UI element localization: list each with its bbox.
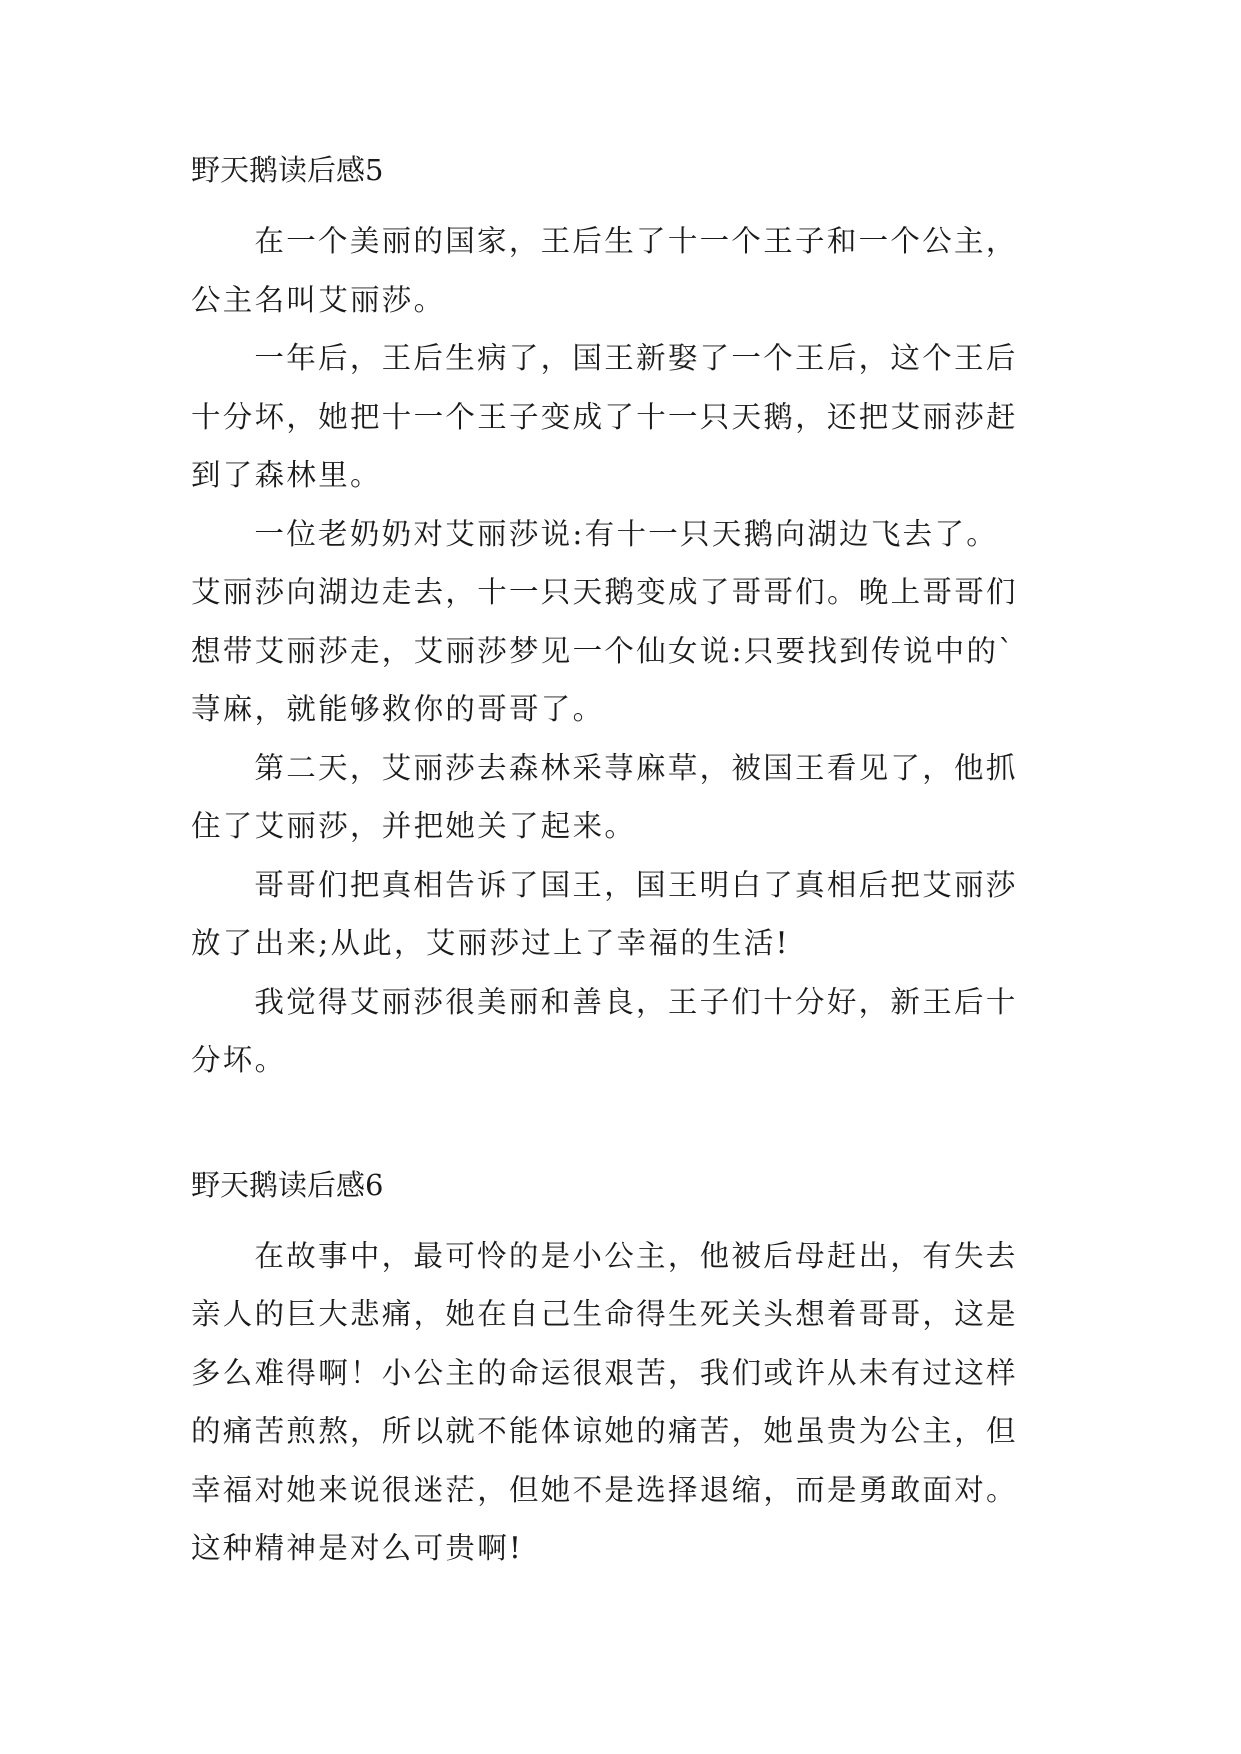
text-line: 在故事中，最可怜的是小公主，他被后母赶出，有失去: [254, 1238, 1018, 1273]
text-line: 我觉得艾丽莎很美丽和善良，王子们十分好，新王后十: [254, 984, 1018, 1019]
text-line: 放了出来;从此，艾丽莎过上了幸福的生活!: [191, 926, 790, 960]
text-line: 想带艾丽莎走，艾丽莎梦见一个仙女说:只要找到传说中的`: [191, 633, 1016, 668]
text-line: 分坏。: [191, 1043, 287, 1077]
text-line: 荨麻，就能够救你的哥哥了。: [191, 692, 605, 726]
text-line: 的痛苦煎熬，所以就不能体谅她的痛苦，她虽贵为公主，但: [191, 1414, 1018, 1448]
text-line: 公主名叫艾丽莎。: [191, 282, 446, 317]
text-line: 幸福对她来说很迷茫，但她不是选择退缩，而是勇敢面对。: [191, 1472, 1018, 1507]
paragraph: [191, 1227, 1071, 1578]
text-line: 多么难得啊！小公主的命运很艰苦，我们或许从未有过这样: [191, 1355, 1018, 1390]
text-line: 一位老奶奶对艾丽莎说:有十一只天鹅向湖边飞去了。: [254, 516, 999, 551]
paragraph: [191, 212, 1071, 329]
section-6: [191, 1165, 1071, 1578]
paragraph: [191, 973, 1071, 1090]
document-body: [191, 150, 1071, 1578]
text-line: 到了森林里。: [191, 458, 382, 492]
section-title: 野天鹅读后感6: [191, 1167, 384, 1202]
paragraph: [191, 329, 1071, 505]
text-line: 一年后，王后生病了，国王新娶了一个王后，这个王后: [254, 341, 1018, 375]
text-line: 艾丽莎向湖边走去，十一只天鹅变成了哥哥们。晚上哥哥们: [191, 575, 1018, 609]
text-line: 第二天，艾丽莎去森林采荨麻草，被国王看见了，他抓: [254, 750, 1018, 785]
paragraph: [191, 856, 1071, 973]
text-line: 哥哥们把真相告诉了国王，国王明白了真相后把艾丽莎: [254, 867, 1018, 902]
text-line: 这种精神是对么可贵啊!: [191, 1531, 524, 1565]
paragraph: [191, 505, 1071, 739]
section-5: [191, 150, 1071, 1090]
section-title: 野天鹅读后感5: [191, 153, 384, 187]
text-line: 住了艾丽莎，并把她关了起来。: [191, 809, 637, 843]
text-line: 在一个美丽的国家，王后生了十一个王子和一个公主，: [254, 224, 1018, 258]
text-line: 十分坏，她把十一个王子变成了十一只天鹅，还把艾丽莎赶: [191, 399, 1018, 434]
text-line: 亲人的巨大悲痛，她在自己生命得生死关头想着哥哥，这是: [191, 1297, 1018, 1331]
paragraph: [191, 739, 1071, 856]
